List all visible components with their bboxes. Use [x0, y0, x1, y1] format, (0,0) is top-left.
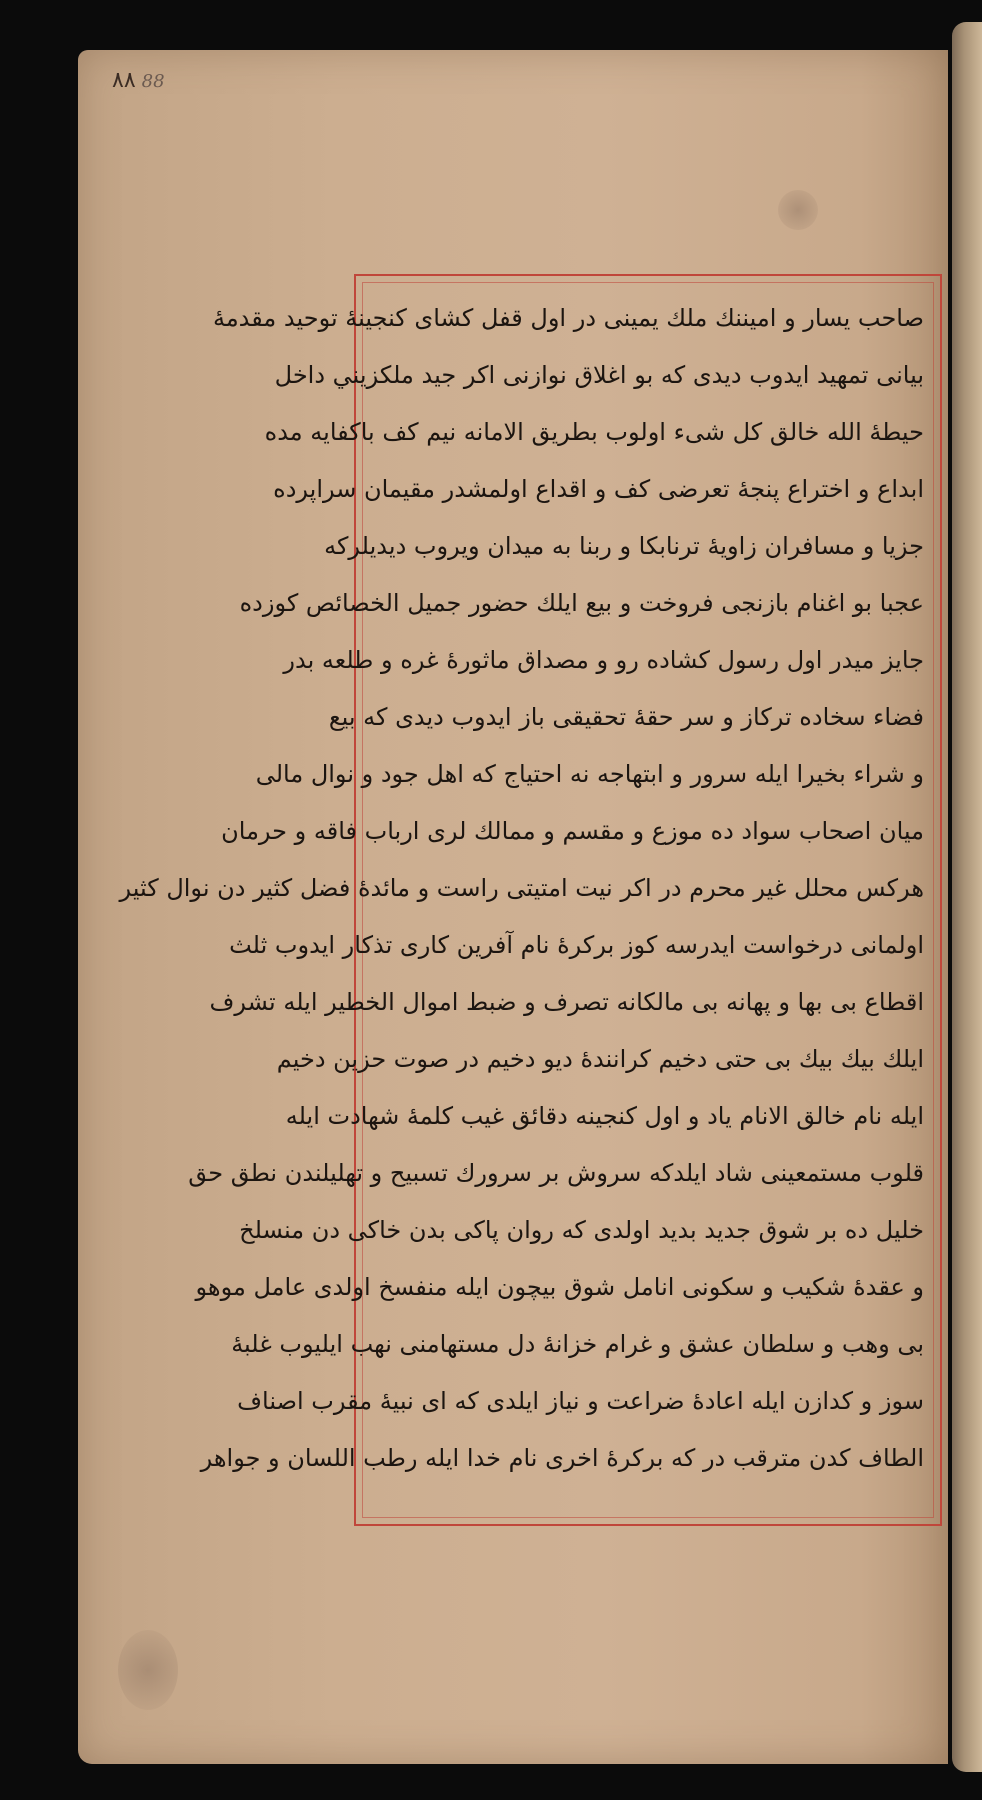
text-line: حیطهٔ الله خالق کل شیء اولوب بطریق الامانه نیم کف باکفایه مده — [264, 418, 924, 446]
text-line: قلوب مستمعینی شاد ایلدکه سروش بر سرورك تسبیح و تهلیلندن نطق حق — [188, 1159, 924, 1187]
text-line: صاحب یسار و امیننك ملك یمینی در اول قفل کشای کنجینهٔ توحید مقدمهٔ — [212, 304, 924, 332]
text-line: ابداع و اختراع پنجهٔ تعرضی کف و اقداع اولمشدر مقیمان سراپرده — [273, 475, 924, 503]
text-line: خلیل ده بر شوق جدید بدید اولدی که روان پاکی بدن خاکی دن منسلخ — [239, 1216, 924, 1244]
text-line: جایز میدر اول رسول کشاده رو و مصداق ماثورهٔ غره و طلعه بدر — [283, 646, 924, 674]
text-line: میان اصحاب سواد ده موزع و مقسم و ممالك لری ارباب فاقه و حرمان — [221, 817, 924, 845]
text-line: ایله نام خالق الانام یاد و اول کنجینه دقائق غیب کلمهٔ شهادت ایله — [285, 1102, 924, 1130]
text-line: سوز و کدازن ایله اعادهٔ ضراعت و نیاز ایلدی که ای نبیهٔ مقرب اصناف — [237, 1387, 924, 1415]
folio-arabic-numeral: ٨٨ — [112, 68, 136, 93]
text-line: عجبا بو اغنام بازنجی فروخت و بیع ایلك حضور جمیل الخصائص کوزده — [239, 589, 924, 617]
manuscript-text — [119, 290, 924, 1514]
folio-number — [112, 68, 165, 93]
text-line: اولمانی درخواست ایدرسه کوز برکرهٔ نام آفرین کاری تذکار ایدوب ثلث — [229, 931, 924, 959]
text-line: و عقدهٔ شکیب و سکونی انامل شوق بیچون ایله منفسخ اولدی عامل موهو — [195, 1273, 924, 1301]
text-line: بی وهب و سلطان عشق و غرام خزانهٔ دل مستهامنی نهب ایلیوب غلبهٔ — [231, 1330, 924, 1358]
text-line: اقطاع بی بها و پهانه بی مالکانه تصرف و ضبط اموال الخطیر ایله تشرف — [209, 988, 924, 1016]
text-line: بیانی تمهید ایدوب دیدی که بو اغلاق نوازنی اکر جید ملکزیني داخل — [274, 361, 924, 389]
text-line: جزیا و مسافران زاویهٔ ترنابکا و ربنا به میدان ویروب دیدیلرکه — [324, 532, 924, 560]
adjacent-page-edge — [952, 22, 982, 1772]
ink-stain — [118, 1630, 178, 1710]
text-line: الطاف کدن مترقب در که برکرهٔ اخری نام خدا ایله رطب اللسان و جواهر — [200, 1444, 924, 1472]
text-line: فضاء سخاده ترکاز و سر حقهٔ تحقیقی باز ایدوب دیدی که بیع — [328, 703, 924, 731]
text-line: و شراء بخیرا ایله سرور و ابتهاجه نه احتیاج که اهل جود و نوال مالی — [255, 760, 924, 788]
text-line: ایلك بیك بیك بی حتی دخیم کرانندهٔ دیو دخیم در صوت حزین دخیم — [276, 1045, 924, 1073]
paper-spot — [778, 190, 818, 230]
text-line: هرکس محلل غیر محرم در اکر نیت امتیتی راست و مائدهٔ فضل کثیر دن نوال کثیر — [119, 874, 924, 902]
text-frame — [119, 274, 942, 1526]
folio-pencil-numeral: 88 — [141, 71, 165, 92]
